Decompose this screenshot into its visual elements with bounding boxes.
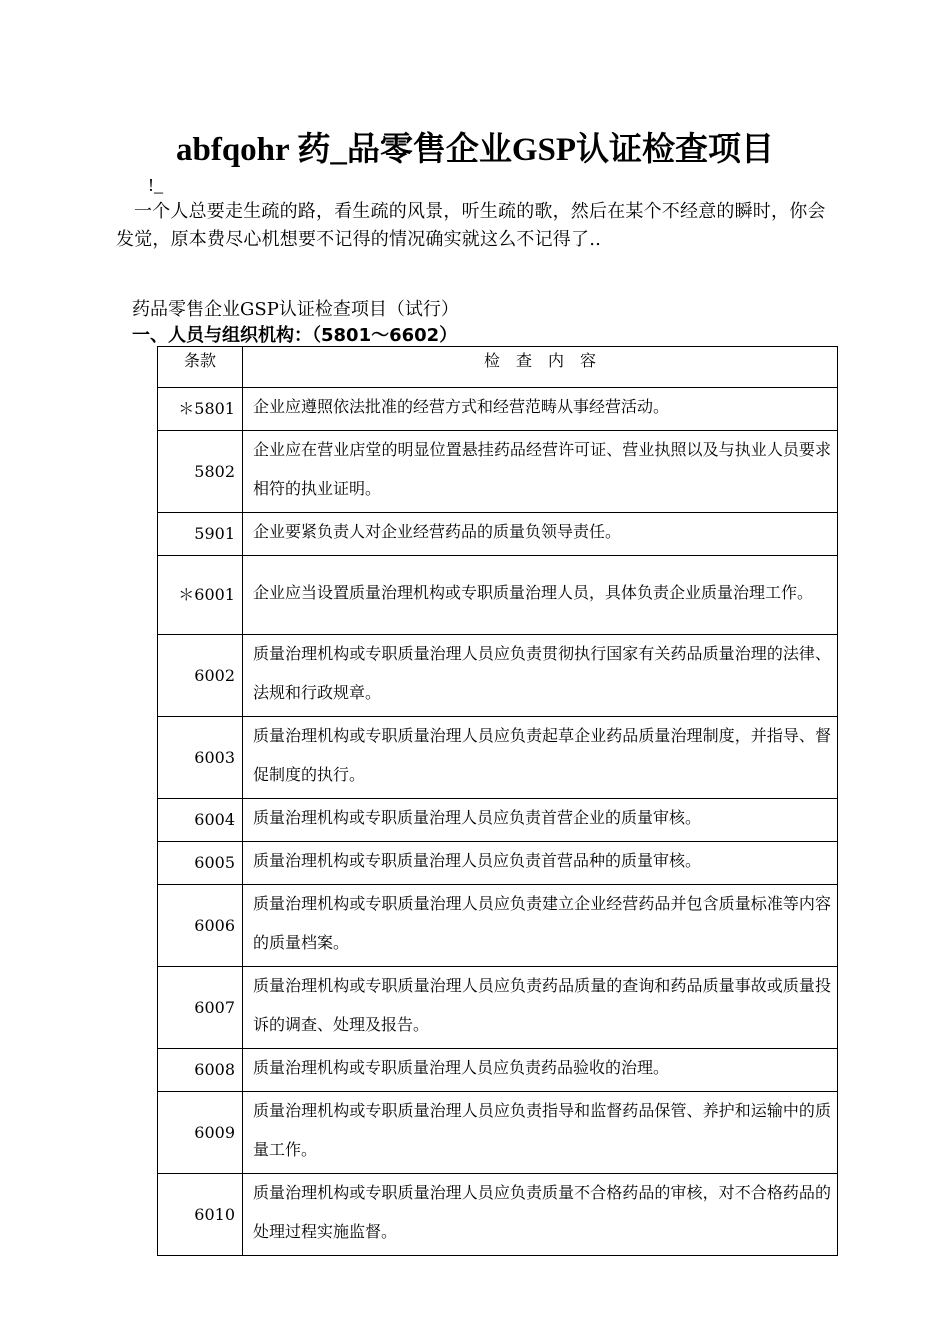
table-row xyxy=(158,1174,838,1256)
item-content-cell xyxy=(243,717,838,799)
table-row xyxy=(158,885,838,967)
item-code: 6009 xyxy=(158,1092,243,1174)
stray-mark: !_ xyxy=(148,175,163,195)
item-content-cell xyxy=(243,1174,838,1256)
item-code: 5901 xyxy=(158,513,243,556)
table-body xyxy=(158,388,838,1256)
inspection-items-table xyxy=(157,346,838,1256)
table-row xyxy=(158,431,838,513)
item-content-cell xyxy=(243,513,838,556)
item-code: 6007 xyxy=(158,967,243,1049)
item-content: 质量治理机构或专职质量治理人员应负责质量不合格药品的审核，对不合格药品的处理过程实施监督。 xyxy=(253,1183,831,1241)
header-code: 条款 xyxy=(158,347,243,388)
item-content-cell xyxy=(243,556,838,635)
table-row xyxy=(158,635,838,717)
document-subtitle: 药品零售企业GSP认证检查项目（试行） xyxy=(132,299,459,320)
item-code: 6008 xyxy=(158,1049,243,1092)
item-content: 企业应在营业店堂的明显位置悬挂药品经营许可证、营业执照以及与执业人员要求相符的执业证明。 xyxy=(253,440,831,498)
item-code: 6010 xyxy=(158,1174,243,1256)
item-content-cell xyxy=(243,431,838,513)
item-code: 6003 xyxy=(158,717,243,799)
header-content: 检 查 内 容 xyxy=(243,347,838,388)
table-row xyxy=(158,1092,838,1174)
item-content-cell xyxy=(243,1092,838,1174)
item-code: 6005 xyxy=(158,842,243,885)
table-row xyxy=(158,388,838,431)
item-content: 质量治理机构或专职质量治理人员应负责建立企业经营药品并包含质量标准等内容的质量档案。 xyxy=(253,894,831,952)
table-row xyxy=(158,842,838,885)
item-content: 质量治理机构或专职质量治理人员应负责药品质量的查询和药品质量事故或质量投诉的调查、处理及报告。 xyxy=(253,976,831,1034)
item-content-cell xyxy=(243,885,838,967)
table-row xyxy=(158,799,838,842)
item-content-cell xyxy=(243,967,838,1049)
item-code: 5802 xyxy=(158,431,243,513)
item-content: 质量治理机构或专职质量治理人员应负责首营企业的质量审核。 xyxy=(253,808,702,827)
item-content-cell xyxy=(243,635,838,717)
table-row xyxy=(158,1049,838,1092)
item-content: 企业应遵照依法批准的经营方式和经营范畴从事经营活动。 xyxy=(253,397,670,416)
table-row xyxy=(158,513,838,556)
item-code: ＊6001 xyxy=(158,556,243,635)
item-code: ＊5801 xyxy=(158,388,243,431)
item-content: 质量治理机构或专职质量治理人员应负责起草企业药品质量治理制度，并指导、督促制度的执行。 xyxy=(253,726,831,784)
item-code: 6002 xyxy=(158,635,243,717)
item-content: 质量治理机构或专职质量治理人员应负责首营品种的质量审核。 xyxy=(253,851,702,870)
item-content: 企业应当设置质量治理机构或专职质量治理人员，具体负责企业质量治理工作。 xyxy=(253,583,814,602)
item-content: 企业要紧负责人对企业经营药品的质量负领导责任。 xyxy=(253,522,622,541)
item-content-cell xyxy=(243,1049,838,1092)
item-content: 质量治理机构或专职质量治理人员应负责指导和监督药品保管、养护和运输中的质量工作。 xyxy=(253,1101,831,1159)
item-code: 6006 xyxy=(158,885,243,967)
section-heading: 一、人员与组织机构：（5801～6602） xyxy=(132,325,458,346)
table-row xyxy=(158,556,838,635)
table-header-row xyxy=(158,347,838,388)
item-content-cell xyxy=(243,799,838,842)
item-content-cell xyxy=(243,842,838,885)
item-code: 6004 xyxy=(158,799,243,842)
table-row xyxy=(158,967,838,1049)
item-content-cell xyxy=(243,388,838,431)
intro-paragraph: 一个人总要走生疏的路，看生疏的风景，听生疏的歌，然后在某个不经意的瞬时，你会发觉，原本费尽心机想要不记得的情况确实就这么不记得了.. xyxy=(116,201,826,250)
document-title: abfqohr 药_品零售企业GSP认证检查项目 xyxy=(175,132,775,168)
table-row xyxy=(158,717,838,799)
item-content: 质量治理机构或专职质量治理人员应负责贯彻执行国家有关药品质量治理的法律、法规和行政规章。 xyxy=(253,644,831,702)
item-content: 质量治理机构或专职质量治理人员应负责药品验收的治理。 xyxy=(253,1058,670,1077)
